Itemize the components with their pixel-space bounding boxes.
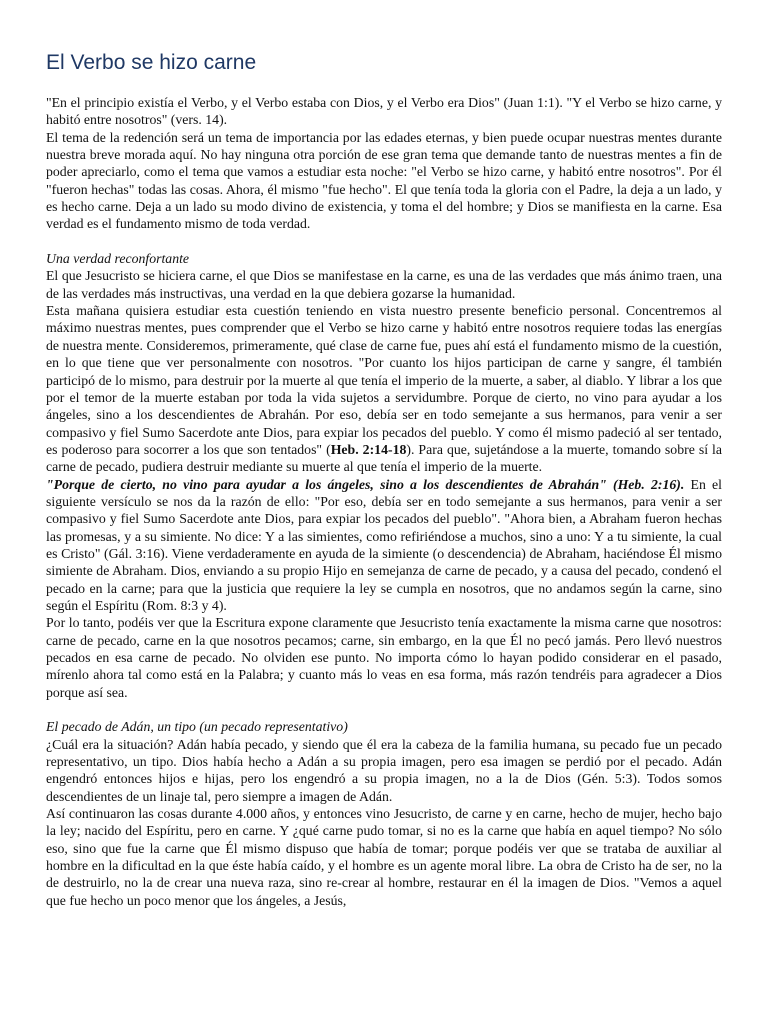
paragraph-redemption-theme: El tema de la redención será un tema de importancia por las edades eternas, y bien puede ocupar nuestras mentes durante nuestra breve morada aquí. No hay ninguna otra porción de ese gran tema que demande tanto de nuestras mentes a fin de poder apreciarlo, como el tema que vamos a estudiar esta noche: "el Verbo se hizo carne, y habitó entre nosotros". Por él "fueron hechas" todas las cosas. Ahora, él mismo "fue hecho". El que tenía toda la gloria con el Padre, la deja a un lado, y es hecho carne. Deja a un lado su modo divino de existencia, y toma el del hombre; y Dios se manifiesta en la carne. Esa verdad es el fundamento mismo de toda verdad. [46, 129, 722, 232]
scripture-reference: Heb. 2:14-18 [330, 441, 407, 457]
paragraph-incarnation-truth: El que Jesucristo se hiciera carne, el que Dios se manifestase en la carne, es una de las verdades que más ánimo traen, una de las verdades más instructivas, una verdad en la que debiera gozarse la humanidad. [46, 268, 722, 301]
section-heading-comforting-truth: Una verdad reconfortante [46, 251, 190, 267]
document-body [46, 94, 722, 909]
paragraph-text: Esta mañana quisiera estudiar esta cuestión teniendo en vista nuestro presente beneficio personal. Concentremos al máximo nuestras mentes, pues comprender que el Verbo se hizo carne y habitó entre nosotros requiere todas las energías de nuestra mente. Consideremos, primeramente, qué clase de carne fue, pues ahí está el fundamento mismo de la cuestión, en lo que tiene que ver personalmente con nosotros. "Por cuanto los hijos participan de carne y sangre, él también participó de lo mismo, para destruir por la muerte al que tenía el imperio de la muerte, a saber, al diablo. Y librar a los que por el temor de la muerte estaban por toda la vida sujetos a servidumbre. Porque de cierto, no vino para ayudar a los ángeles, sino a los descendientes de Abrahán. Por eso, debía ser en todo semejante a sus hermanos, para venir a ser compasivo y fiel Sumo Sacerdote ante Dios, para expiar los pecados del pueblo. Y como él mismo padeció al ser tentado, es poderoso para socorrer a los que son tentados" ( [46, 303, 722, 457]
emphasized-quote: "Porque de cierto, no vino para ayudar a los ángeles, sino a los descendientes de Abrahán" (Heb. 2:16). [46, 476, 685, 492]
paragraph-text: ). Para que, sujetándose a la muerte, tomando sobre sí la carne de pecado, pudiera destruir mediante su muerte al que tenía el imperio de la muerte. [46, 441, 723, 475]
paragraph-seed-of-abraham [46, 476, 722, 615]
paragraph-morning-study [46, 302, 722, 475]
paragraph-adam-situation: ¿Cuál era la situación? Adán había pecado, y siendo que él era la cabeza de la familia humana, su pecado fue un pecado representativo, un tipo. Dios había hecho a Adán a su propia imagen, pero esa imagen se perdió por el pecado. Adán engendró entonces hijos e hijas, pero los engendró a su propia imagen, no a la de Dios (Gén. 5:3). Todos somos descendientes de un linaje tal, pero siempre a imagen de Adán. [46, 736, 722, 804]
paragraph-intro-quote: "En el principio existía el Verbo, y el Verbo estaba con Dios, y el Verbo era Dios" (Juan 1:1). "Y el Verbo se hizo carne, y habitó entre nosotros" (vers. 14). [46, 95, 722, 128]
paragraph-four-thousand-years: Así continuaron las cosas durante 4.000 años, y entonces vino Jesucristo, de carne y en carne, hecho de mujer, hecho bajo la ley; nacido del Espíritu, pero en carne. Y ¿qué carne pudo tomar, si no es la carne que había en aquel tiempo? No sólo eso, sino que fue la carne que Él mismo dispuso que había de tomar; porque podéis ver que se trataba de auxiliar al hombre en la dificultad en la que éste había caído, y el hombre es un agente moral libre. La obra de Cristo ha de ser, no la de destruirlo, no la de crear una nueva raza, sino re-crear al hombre, restaurar en él la imagen de Dios. "Vemos a aquel que fue hecho un poco menor que los ángeles, a Jesús, [46, 806, 722, 908]
paragraph-text: En el siguiente versículo se nos da la razón de ello: "Por eso, debía ser en todo semejante a sus hermanos, para venir a ser compasivo y fiel Sumo Sacerdote ante Dios, para expiar los pecados del pueblo". "Ahora bien, a Abraham fueron hechas las promesas, y a su simiente. No dice: Y a las simientes, como refiriéndose a muchos, sino a uno: Y a tu simiente, la cual es Cristo" (Gál. 3:16). Viene verdaderamente en ayuda de la simiente (o descendencia) de Abraham, haciéndose Él mismo simiente de Abraham. Dios, enviando a su propio Hijo en semejanza de carne de pecado, y a causa del pecado, condenó el pecado en la carne; para que la justicia que requiere la ley se cumpla en nosotros, que no andamos según la carne, sino según el Espíritu (Rom. 8:3 y 4). [46, 476, 722, 613]
page-title: El Verbo se hizo carne [46, 51, 257, 74]
section-heading-adam-sin: El pecado de Adán, un tipo (un pecado representativo) [46, 719, 348, 735]
paragraph-sinful-flesh: Por lo tanto, podéis ver que la Escritura expone claramente que Jesucristo tenía exactamente la misma carne que nosotros: carne de pecado, carne en la que nosotros pecamos; carne, sin embargo, en la que Él no pecó jamás. Pero llevó nuestros pecados en esa carne de pecado. No olviden ese punto. No importa cómo lo hayan podido considerar en el pasado, mírenlo ahora tal como está en la Palabra; y cuanto más lo veas en esa forma, más razón tendréis para agradecer a Dios porque así sea. [46, 615, 722, 700]
